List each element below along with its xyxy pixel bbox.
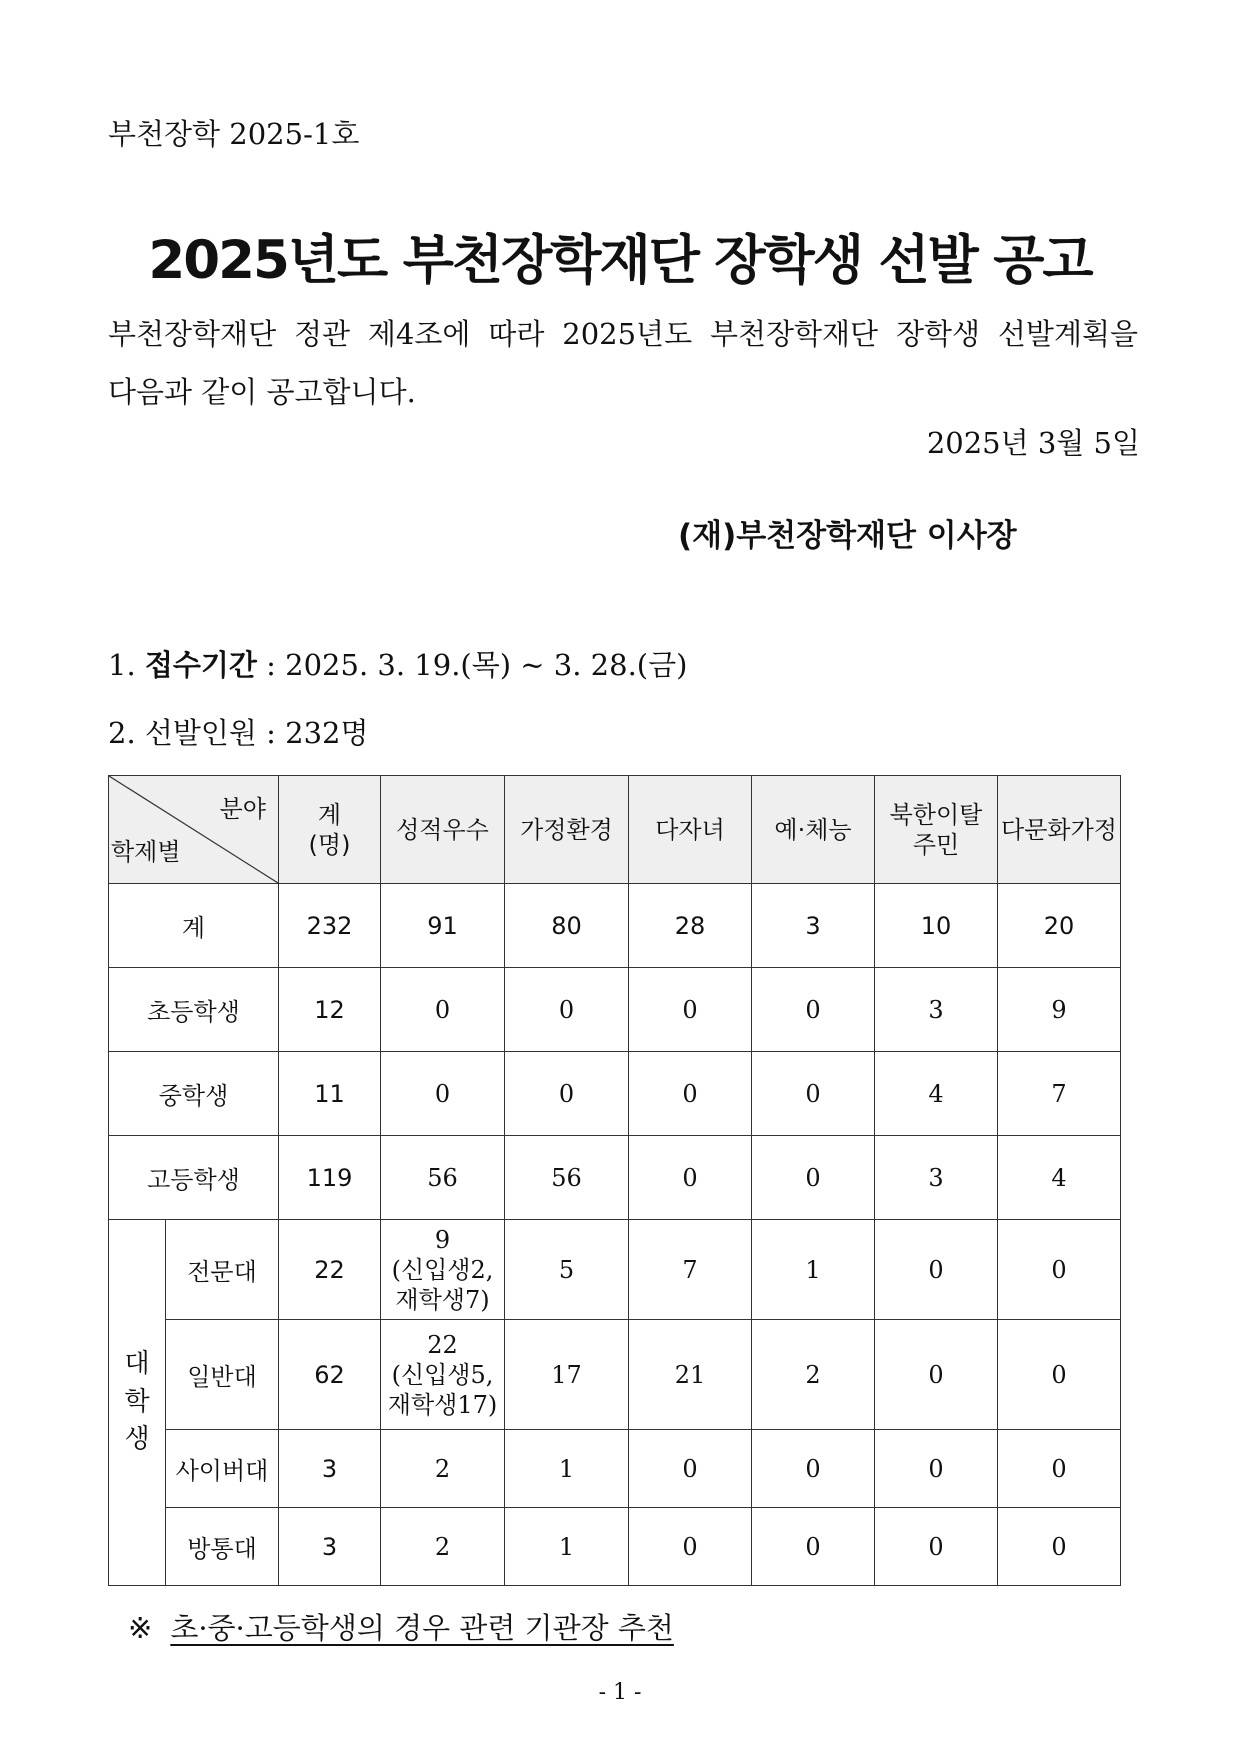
selection-count xyxy=(108,711,369,752)
row-label: 고등학생 xyxy=(109,1136,279,1220)
total-cell: 3 xyxy=(279,1430,381,1508)
table-cell: 7 xyxy=(998,1052,1121,1136)
table-cell: 20 xyxy=(998,884,1121,968)
table-cell: 0 xyxy=(875,1508,998,1586)
table-cell: 0 xyxy=(998,1320,1121,1430)
table-cell: 0 xyxy=(752,1136,875,1220)
table-cell: 0 xyxy=(629,1430,752,1508)
header-row xyxy=(109,776,1121,884)
table-cell: 0 xyxy=(752,1430,875,1508)
item-label: 접수기간 xyxy=(144,648,257,682)
total-cell: 62 xyxy=(279,1320,381,1430)
footnote xyxy=(128,1606,674,1647)
table-cell: 0 xyxy=(629,1136,752,1220)
table-cell: 0 xyxy=(629,968,752,1052)
reference-mark: ※ xyxy=(128,1611,153,1645)
corner-header-cell xyxy=(109,776,279,884)
page-number: - 1 - xyxy=(598,1680,642,1705)
row-label: 중학생 xyxy=(109,1052,279,1136)
item-value: : 2025. 3. 19.(목) ~ 3. 28.(금) xyxy=(266,648,688,682)
table-cell: 4 xyxy=(998,1136,1121,1220)
intro-line-1: 부천장학재단 정관 제4조에 따라 2025년도 부천장학재단 장학생 선발계획을 xyxy=(108,317,1138,351)
table-body xyxy=(109,884,1121,1586)
total-cell: 3 xyxy=(279,1508,381,1586)
table-cell: 0 xyxy=(505,1052,629,1136)
table-cell: 2 xyxy=(752,1320,875,1430)
table-cell: 91 xyxy=(381,884,505,968)
table-row xyxy=(109,884,1121,968)
application-period xyxy=(108,643,687,684)
item-number: 2. xyxy=(108,716,136,750)
intro-line-2: 다음과 같이 공고합니다. xyxy=(108,375,416,409)
table-cell: 1 xyxy=(505,1508,629,1586)
table-cell: 22 (신입생5, 재학생17) xyxy=(381,1320,505,1430)
table-cell: 9 xyxy=(998,968,1121,1052)
column-header: 다문화가정 xyxy=(998,776,1121,884)
table-row xyxy=(109,1136,1121,1220)
row-label: 초등학생 xyxy=(109,968,279,1052)
table-cell: 3 xyxy=(875,968,998,1052)
announcement-date: 2025년 3월 5일 xyxy=(926,426,1140,460)
university-group-text: 대 학 생 xyxy=(124,1348,150,1455)
corner-bottom-label: 학제별 xyxy=(111,838,181,866)
table-row xyxy=(109,1320,1121,1430)
table-row xyxy=(109,1508,1121,1586)
table-cell: 0 xyxy=(998,1220,1121,1320)
table-cell: 9 (신입생2, 재학생7) xyxy=(381,1220,505,1320)
footnote-text: 초·중·고등학생의 경우 관련 기관장 추천 xyxy=(170,1611,674,1645)
item-value: : 232명 xyxy=(266,716,369,750)
table-cell: 56 xyxy=(381,1136,505,1220)
table-cell: 0 xyxy=(629,1508,752,1586)
column-header: 북한이탈 주민 xyxy=(875,776,998,884)
table-cell: 2 xyxy=(381,1508,505,1586)
table-cell: 0 xyxy=(875,1320,998,1430)
total-cell: 22 xyxy=(279,1220,381,1320)
table-cell: 0 xyxy=(875,1430,998,1508)
table-cell: 0 xyxy=(998,1430,1121,1508)
table-cell: 0 xyxy=(629,1052,752,1136)
table-cell: 4 xyxy=(875,1052,998,1136)
item-label: 선발인원 xyxy=(144,716,257,750)
row-label: 사이버대 xyxy=(166,1430,279,1508)
table-row xyxy=(109,968,1121,1052)
table-cell: 1 xyxy=(752,1220,875,1320)
table-cell: 0 xyxy=(381,968,505,1052)
table-cell: 0 xyxy=(998,1508,1121,1586)
row-label: 전문대 xyxy=(166,1220,279,1320)
page-title: 2025년도 부천장학재단 장학생 선발 공고 xyxy=(148,230,1092,291)
column-header: 계 (명) xyxy=(279,776,381,884)
item-number: 1. xyxy=(108,648,136,682)
row-label: 일반대 xyxy=(166,1320,279,1430)
table-cell: 10 xyxy=(875,884,998,968)
column-header: 성적우수 xyxy=(381,776,505,884)
column-header: 예·체능 xyxy=(752,776,875,884)
table-cell: 0 xyxy=(752,968,875,1052)
row-label: 방통대 xyxy=(166,1508,279,1586)
table-cell: 21 xyxy=(629,1320,752,1430)
table-row xyxy=(109,1430,1121,1508)
table-cell: 80 xyxy=(505,884,629,968)
total-cell: 232 xyxy=(279,884,381,968)
quota-table xyxy=(108,775,1121,1586)
total-cell: 119 xyxy=(279,1136,381,1220)
table-cell: 3 xyxy=(752,884,875,968)
university-group-label xyxy=(109,1220,166,1586)
table-cell: 0 xyxy=(752,1508,875,1586)
table-cell: 5 xyxy=(505,1220,629,1320)
table-cell: 3 xyxy=(875,1136,998,1220)
total-cell: 12 xyxy=(279,968,381,1052)
table-row xyxy=(109,1220,1121,1320)
table-cell: 0 xyxy=(875,1220,998,1320)
table-cell: 7 xyxy=(629,1220,752,1320)
corner-top-label: 분야 xyxy=(219,795,266,823)
column-header: 다자녀 xyxy=(629,776,752,884)
row-label: 계 xyxy=(109,884,279,968)
issuer-name: (재)부천장학재단 이사장 xyxy=(678,518,1017,554)
table-cell: 0 xyxy=(381,1052,505,1136)
table-row xyxy=(109,1052,1121,1136)
table-cell: 0 xyxy=(752,1052,875,1136)
total-cell: 11 xyxy=(279,1052,381,1136)
column-header: 가정환경 xyxy=(505,776,629,884)
table-cell: 1 xyxy=(505,1430,629,1508)
table-cell: 56 xyxy=(505,1136,629,1220)
table-cell: 28 xyxy=(629,884,752,968)
table-cell: 0 xyxy=(505,968,629,1052)
table-cell: 17 xyxy=(505,1320,629,1430)
document-number: 부천장학 2025-1호 xyxy=(108,117,360,151)
table-cell: 2 xyxy=(381,1430,505,1508)
